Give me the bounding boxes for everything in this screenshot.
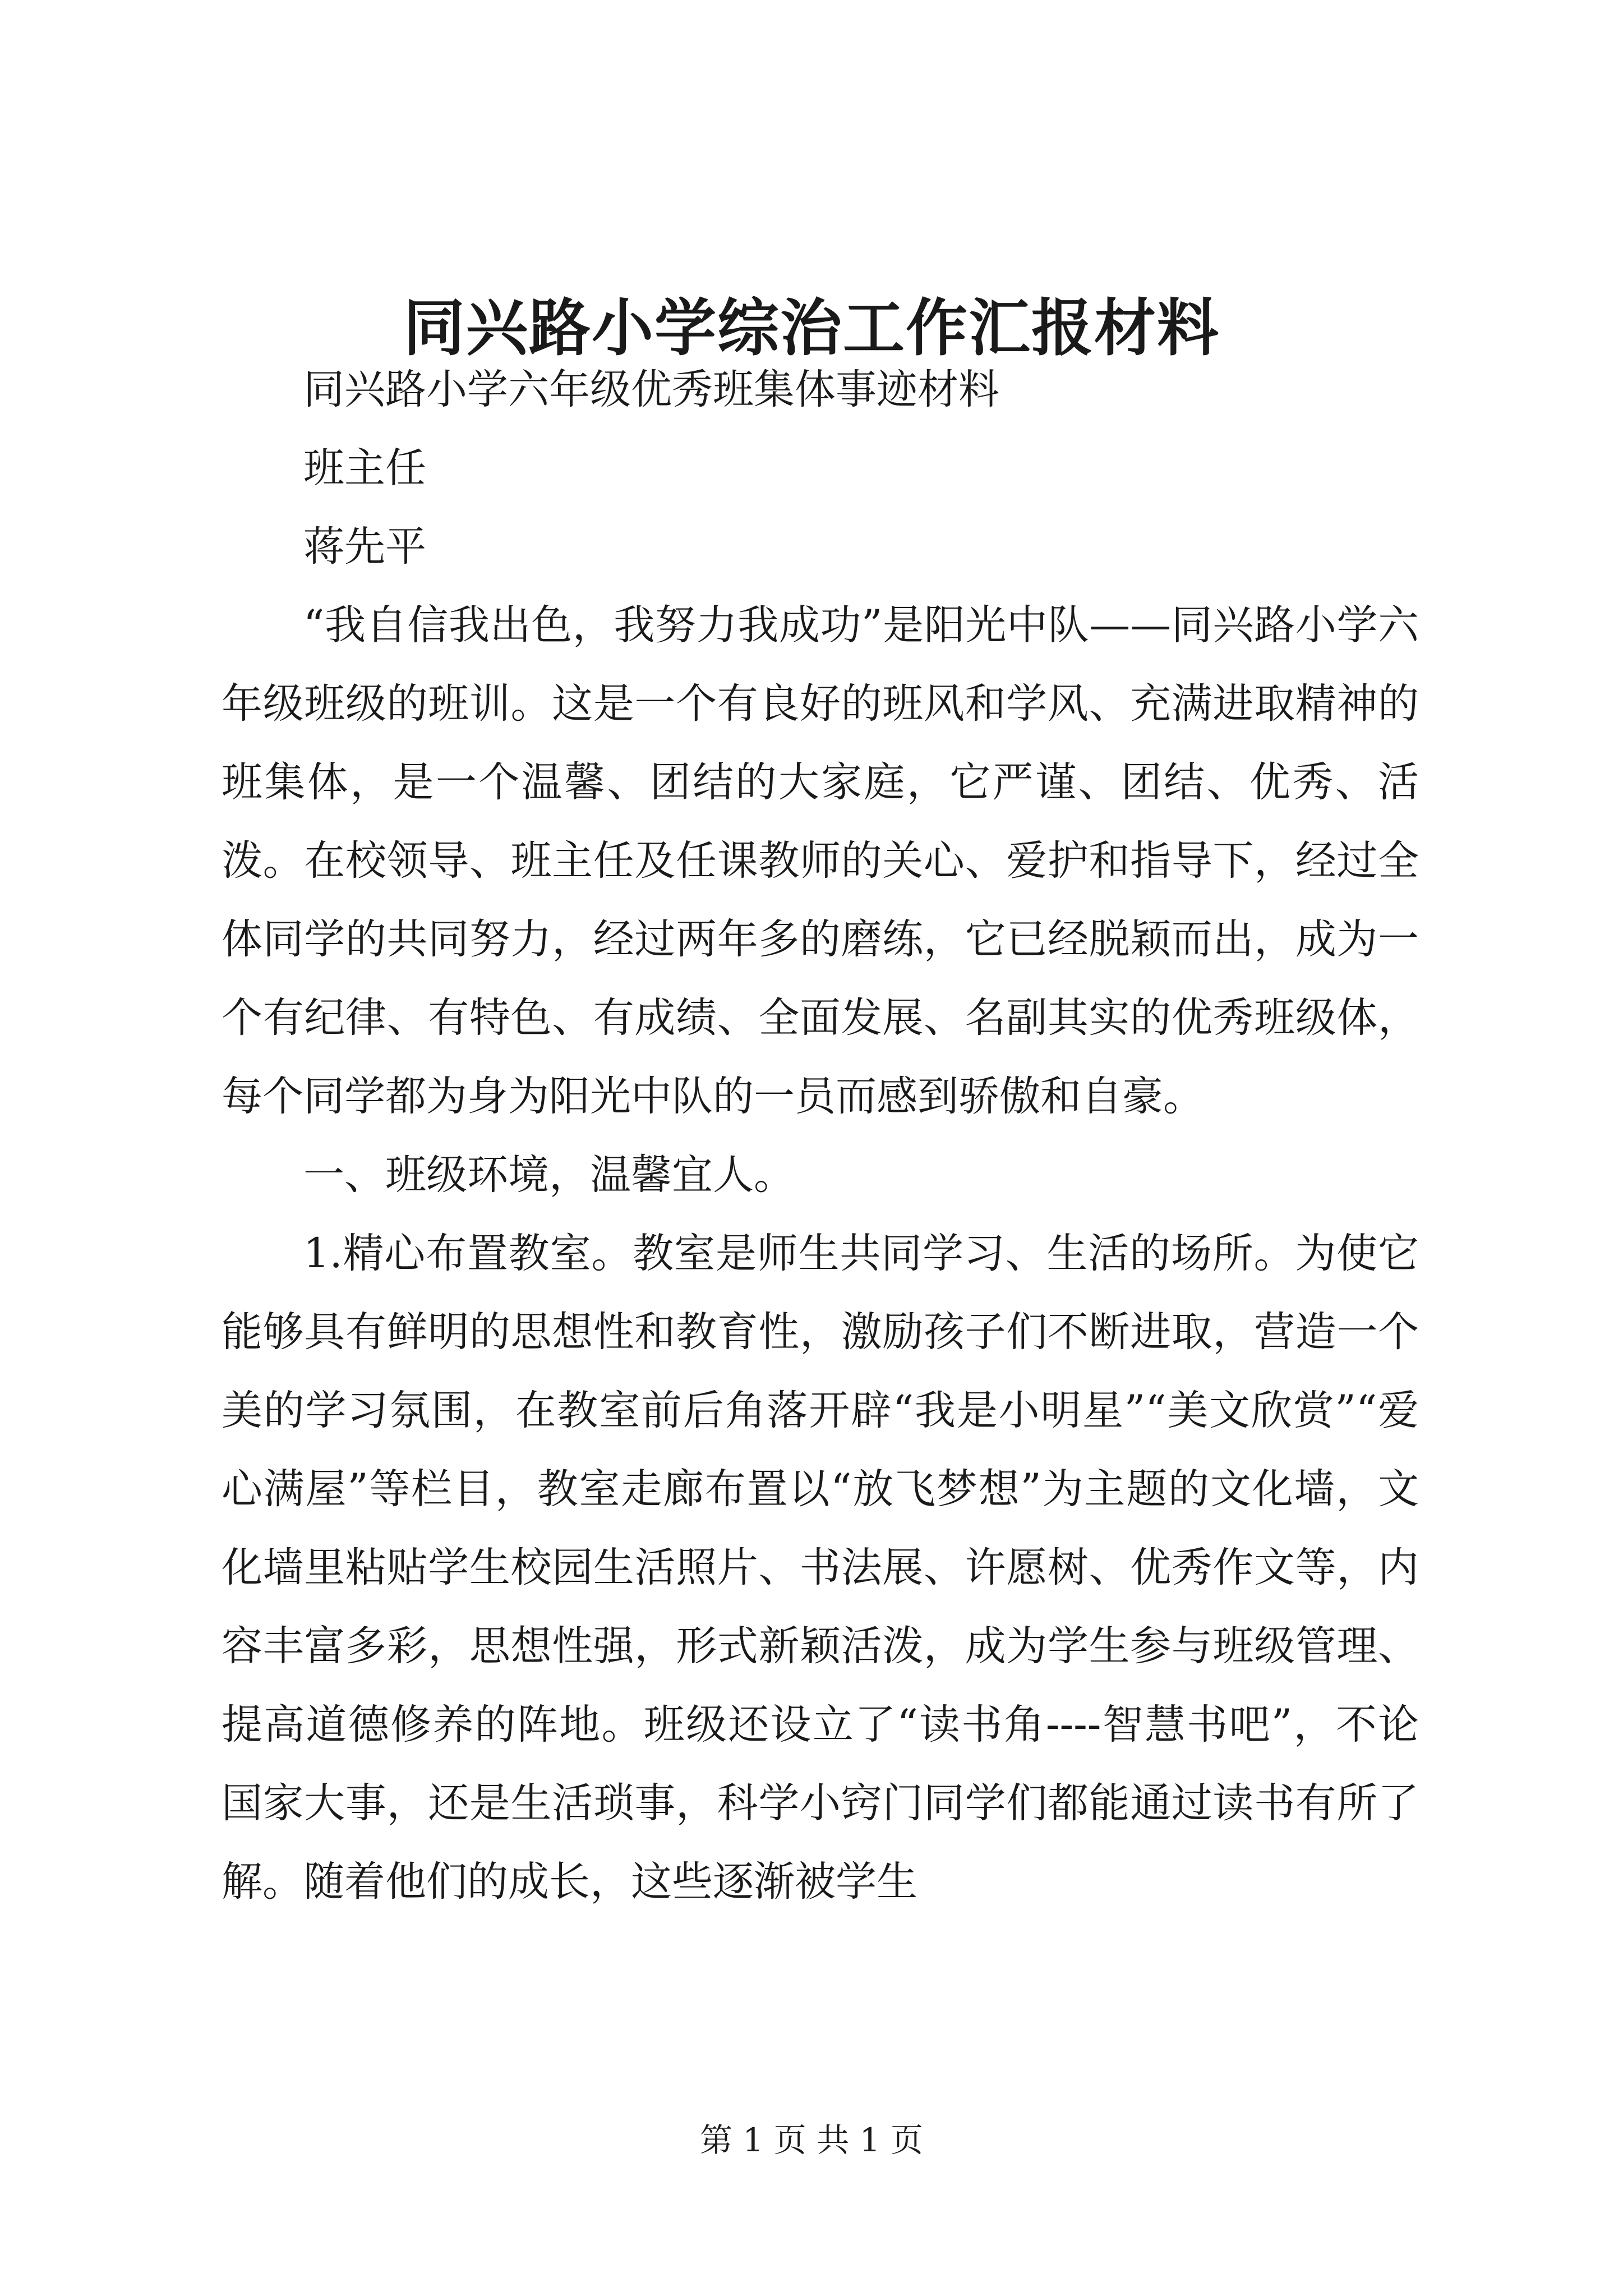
paragraph-role: 班主任 — [303, 444, 426, 492]
paragraph-subtitle: 同兴路小学六年级优秀班集体事迹材料 — [303, 366, 999, 413]
paragraph-author: 蒋先平 — [303, 523, 426, 570]
paragraph-classroom: 1.精心布置教室。教室是师生共同学习、生活的场所。为使它能够具有鲜明的思想性和教育性，激励孩子们不断进取，营造一个美的学习氛围，在教室前后角落开辟“我是小明星”“美文欣赏”“爱心满屋”等栏目，教室走廊布置以“放飞梦想”为主题的文化墙，文化墙里粘贴学生校园生活照片、书法展、许愿树、优秀作文等，内容丰富多彩，思想性强，形式新颖活泼，成为学生参与班级管理、提高道德修养的阵地。班级还设立了“读书角----智慧书吧”，不论国家大事，还是生活琐事，科学小窍门同学们都能通过读书有所了解。随着他们的成长，这些逐渐被学生 — [222, 1230, 1419, 1906]
document-body — [222, 351, 1419, 1921]
paragraph-intro: “我自信我出色，我努力我成功”是阳光中队——同兴路小学六年级班级的班训。这是一个有良好的班风和学风、充满进取精神的班集体，是一个温馨、团结的大家庭，它严谨、团结、优秀、活泼。在校领导、班主任及任课教师的关心、爱护和指导下，经过全体同学的共同努力，经过两年多的磨练，它已经脱颖而出，成为一个有纪律、有特色、有成绩、全面发展、名副其实的优秀班级体，每个同学都为身为阳光中队的一员而感到骄傲和自豪。 — [222, 601, 1419, 1120]
page-number-footer: 第 1 页 共 1 页 — [700, 2121, 923, 2159]
document-title: 同兴路小学综治工作汇报材料 — [403, 292, 1220, 364]
section-heading-1: 一、班级环境，温馨宜人。 — [303, 1151, 795, 1199]
